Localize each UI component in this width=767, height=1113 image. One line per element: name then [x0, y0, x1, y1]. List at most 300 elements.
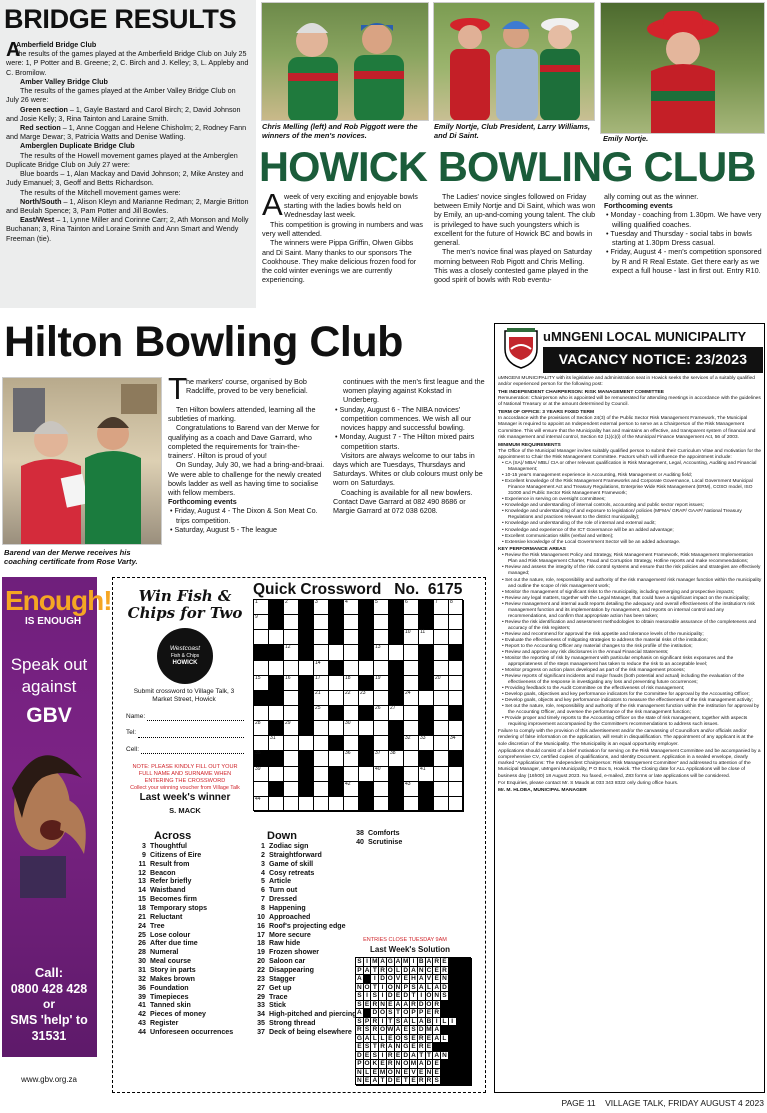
solution-letter: E	[387, 1035, 395, 1044]
grid-cell[interactable]	[314, 645, 329, 660]
grid-cell[interactable]	[254, 600, 269, 615]
cell-number: 22	[345, 689, 351, 696]
cell-number: 24	[405, 689, 411, 696]
clue-text: Dressed	[269, 895, 297, 904]
solution-letter: A	[433, 1035, 441, 1044]
clue-number: 5	[261, 877, 265, 886]
solution-block	[457, 1077, 465, 1086]
solution-block	[449, 1052, 457, 1061]
tel-field[interactable]	[138, 729, 244, 737]
solution-block	[464, 992, 472, 1001]
grid-cell[interactable]	[434, 676, 449, 691]
grid-cell[interactable]	[344, 661, 359, 676]
solution-letter: E	[402, 975, 410, 984]
grid-cell[interactable]	[269, 630, 284, 645]
solution-letter: R	[418, 1077, 426, 1086]
solution-letter: L	[371, 1035, 379, 1044]
grid-block	[419, 661, 434, 676]
grid-cell[interactable]	[389, 751, 404, 766]
clue-text: Numeral	[150, 948, 179, 957]
solution-letter: D	[371, 1009, 379, 1018]
clue-item	[132, 948, 250, 957]
grid-cell[interactable]	[404, 615, 419, 630]
solution-block	[464, 1035, 472, 1044]
grid-cell[interactable]	[404, 630, 419, 645]
cell-number: 39	[255, 765, 261, 772]
solution-letter: O	[364, 983, 370, 991]
logo-line-1: Westcoast	[169, 644, 201, 652]
grid-cell[interactable]	[254, 736, 269, 751]
grid-cell[interactable]	[434, 600, 449, 615]
grid-cell[interactable]	[404, 645, 419, 660]
solution-letter: S	[402, 1035, 410, 1044]
grid-cell[interactable]	[449, 736, 464, 751]
solution-block	[457, 1026, 465, 1035]
grid-block	[419, 797, 434, 812]
grid-cell[interactable]	[269, 736, 284, 751]
clue-number: 30	[138, 957, 146, 966]
grid-cell[interactable]	[254, 676, 269, 691]
grid-cell[interactable]	[254, 797, 269, 812]
solution-letter: G	[403, 1043, 409, 1051]
solution-letter: D	[387, 1077, 395, 1086]
grid-block	[389, 661, 404, 676]
grid-cell[interactable]	[434, 691, 449, 706]
grid-cell[interactable]	[404, 676, 419, 691]
vacancy-banner	[543, 347, 763, 373]
grid-cell[interactable]	[434, 751, 449, 766]
grid-cell[interactable]	[434, 797, 449, 812]
grid-cell[interactable]	[344, 600, 359, 615]
grid-cell[interactable]	[269, 767, 284, 782]
grid-cell[interactable]	[404, 706, 419, 721]
grid-cell[interactable]	[434, 721, 449, 736]
solution-block	[464, 1052, 472, 1061]
grid-cell[interactable]	[389, 706, 404, 721]
clue-text: Stagger	[269, 974, 296, 983]
grid-cell[interactable]	[314, 630, 329, 645]
grid-cell[interactable]	[314, 676, 329, 691]
cell-number: 5	[375, 599, 378, 605]
grid-block	[299, 676, 314, 691]
grid-cell[interactable]	[329, 751, 344, 766]
grid-cell[interactable]	[269, 661, 284, 676]
clue-number: 34	[257, 1010, 265, 1019]
grid-cell[interactable]	[404, 600, 419, 615]
solution-letter: A	[402, 1018, 410, 1027]
solution-letter: A	[395, 1001, 403, 1010]
solution-letter: E	[395, 1077, 403, 1086]
grid-cell[interactable]	[314, 661, 329, 676]
grid-cell[interactable]	[284, 615, 299, 630]
grid-cell[interactable]	[434, 767, 449, 782]
clue-number: 25	[138, 930, 146, 939]
grid-cell[interactable]	[404, 782, 419, 797]
clue-text: Get up	[269, 983, 292, 992]
solution-letter: E	[433, 967, 441, 976]
grid-cell[interactable]	[314, 615, 329, 630]
clue-number: 19	[257, 948, 265, 957]
crossword-note: NOTE: PLEASE KINDLY FILL OUT YOUR FULL NAME AND SURNAME WHEN ENTERING THE CROSSWORD	[132, 764, 238, 784]
grid-cell[interactable]	[374, 600, 389, 615]
clue-number: 6	[261, 886, 265, 895]
solution-letter: A	[356, 975, 364, 984]
clue-text: Strong thread	[269, 1019, 316, 1028]
grid-cell[interactable]	[254, 767, 269, 782]
grid-cell[interactable]	[314, 767, 329, 782]
solution-letter: O	[387, 975, 393, 983]
cell-number: 2	[285, 599, 288, 605]
grid-cell[interactable]	[344, 691, 359, 706]
clue-item	[251, 1019, 361, 1028]
grid-block	[389, 736, 404, 751]
across-clues	[132, 842, 250, 1037]
solution-letter: S	[371, 1052, 379, 1061]
gbv-phone[interactable]: 0800 428 428	[10, 982, 88, 996]
solution-block	[449, 967, 457, 976]
grid-cell[interactable]	[434, 645, 449, 660]
grid-cell[interactable]	[299, 736, 314, 751]
grid-cell[interactable]	[374, 797, 389, 812]
clue-text: Zodiac sign	[269, 842, 309, 850]
name-field[interactable]	[147, 713, 244, 721]
grid-cell[interactable]	[449, 721, 464, 736]
grid-cell[interactable]	[449, 767, 464, 782]
grid-cell[interactable]	[404, 691, 419, 706]
clue-number: 12	[138, 868, 146, 877]
clue-number: 24	[138, 921, 146, 930]
grid-cell[interactable]	[284, 751, 299, 766]
grid-cell[interactable]	[284, 721, 299, 736]
clue-item	[132, 922, 250, 931]
grid-cell[interactable]	[419, 630, 434, 645]
clue-text: Trace	[269, 992, 288, 1001]
grid-cell[interactable]	[374, 706, 389, 721]
solution-block	[464, 1018, 472, 1027]
clue-number: 43	[138, 1019, 146, 1028]
grid-cell[interactable]	[269, 706, 284, 721]
grid-cell[interactable]	[404, 767, 419, 782]
grid-cell[interactable]	[329, 721, 344, 736]
solution-block	[457, 967, 465, 976]
grid-cell[interactable]	[419, 767, 434, 782]
solution-letter: R	[387, 1060, 395, 1069]
solution-letter: O	[403, 1009, 409, 1017]
solution-letter: D	[426, 1060, 434, 1069]
grid-cell[interactable]	[404, 661, 419, 676]
grid-cell[interactable]	[254, 661, 269, 676]
grid-block	[449, 645, 464, 660]
grid-cell[interactable]	[314, 751, 329, 766]
grid-cell[interactable]	[374, 751, 389, 766]
clue-text: Pieces of money	[150, 1010, 206, 1019]
grid-cell[interactable]	[344, 797, 359, 812]
clue-text: Deck of being elsewhere	[269, 1028, 352, 1037]
solution-block	[441, 1069, 449, 1078]
cell-number: 41	[420, 765, 426, 772]
grid-cell[interactable]	[404, 721, 419, 736]
last-week-winner-name: S. MACK	[169, 806, 201, 815]
solution-letter: L	[426, 984, 434, 993]
clue-item	[251, 966, 361, 975]
cell-number: 37	[375, 750, 381, 757]
solution-block	[464, 1009, 472, 1018]
solution-letter: P	[410, 1009, 418, 1018]
grid-cell[interactable]	[344, 630, 359, 645]
grid-cell[interactable]	[404, 736, 419, 751]
grid-cell[interactable]	[284, 645, 299, 660]
solution-block	[449, 1077, 457, 1086]
cell-number: 8	[450, 599, 453, 605]
grid-cell[interactable]	[329, 645, 344, 660]
grid-cell[interactable]	[254, 630, 269, 645]
vacancy-notice: VACANCY NOTICE: 23/2023	[558, 351, 748, 368]
cell-number: 18	[345, 674, 351, 681]
grid-block	[419, 721, 434, 736]
solution-letter: A	[387, 1043, 395, 1052]
clue-item	[132, 869, 250, 878]
grid-cell[interactable]	[314, 797, 329, 812]
grid-cell[interactable]	[449, 630, 464, 645]
grid-cell[interactable]	[344, 676, 359, 691]
clue-item	[132, 931, 250, 940]
solution-block	[464, 1001, 472, 1010]
grid-cell[interactable]	[344, 706, 359, 721]
solution-letter: S	[395, 1018, 403, 1027]
clue-number: 26	[138, 939, 146, 948]
solution-block	[449, 992, 457, 1001]
grid-block	[389, 630, 404, 645]
grid-block	[299, 706, 314, 721]
grid-cell[interactable]	[254, 706, 269, 721]
grid-cell[interactable]	[344, 751, 359, 766]
grid-block	[299, 615, 314, 630]
grid-cell[interactable]	[374, 630, 389, 645]
solution-letter: E	[441, 958, 449, 967]
grid-cell[interactable]	[284, 691, 299, 706]
clue-item	[132, 842, 250, 851]
grid-block	[419, 782, 434, 797]
solution-letter: B	[426, 1018, 434, 1027]
clue-text: Register	[150, 1019, 179, 1028]
grid-block	[389, 782, 404, 797]
grid-block	[359, 751, 374, 766]
solution-block	[449, 1060, 457, 1069]
grid-cell[interactable]	[314, 782, 329, 797]
grid-cell[interactable]	[284, 661, 299, 676]
solution-letter: D	[402, 967, 410, 976]
cell-label: Cell:	[126, 745, 140, 753]
grid-cell[interactable]	[449, 615, 464, 630]
grid-block	[299, 630, 314, 645]
grid-cell[interactable]	[389, 645, 404, 660]
grid-cell[interactable]	[344, 645, 359, 660]
solution-block	[449, 1026, 457, 1035]
grid-cell[interactable]	[329, 797, 344, 812]
grid-cell[interactable]	[359, 661, 374, 676]
solution-block	[449, 1043, 457, 1052]
solution-block	[464, 984, 472, 993]
clue-item	[251, 922, 361, 931]
fish-chips-logo	[157, 628, 213, 684]
grid-cell[interactable]	[329, 676, 344, 691]
clue-item	[251, 895, 361, 904]
solution-letter: M	[403, 958, 409, 965]
cell-number: 20	[435, 674, 441, 681]
grid-cell[interactable]	[254, 782, 269, 797]
grid-cell[interactable]	[434, 706, 449, 721]
caption-hilton: Barend van der Merwe receives his coaching certificate from Rose Varty.	[4, 548, 138, 567]
solution-letter: E	[364, 1052, 372, 1061]
crossword-grid[interactable]	[253, 599, 463, 811]
solution-block	[464, 975, 472, 984]
solution-block	[457, 984, 465, 993]
solution-letter: S	[364, 1026, 372, 1035]
solution-letter: S	[410, 1026, 418, 1035]
cell-number: 32	[405, 735, 411, 742]
cell-number: 15	[255, 674, 261, 681]
solution-letter: N	[379, 1001, 387, 1010]
grid-cell[interactable]	[374, 691, 389, 706]
grid-cell[interactable]	[299, 661, 314, 676]
grid-cell[interactable]	[449, 676, 464, 691]
grid-cell[interactable]	[449, 661, 464, 676]
grid-cell[interactable]	[404, 751, 419, 766]
grid-cell[interactable]	[404, 797, 419, 812]
solution-letter: W	[387, 1026, 394, 1034]
clue-item	[251, 957, 361, 966]
grid-block	[269, 676, 284, 691]
solution-block	[449, 975, 457, 984]
last-week-winner-label: Last week's winner	[139, 792, 231, 803]
grid-cell[interactable]	[449, 797, 464, 812]
grid-cell[interactable]	[284, 782, 299, 797]
grid-cell[interactable]	[344, 767, 359, 782]
grid-cell[interactable]	[359, 767, 374, 782]
cell-number: 9	[255, 614, 258, 621]
solution-letter: E	[418, 1069, 426, 1078]
grid-cell[interactable]	[449, 691, 464, 706]
solution-letter: T	[418, 1052, 426, 1061]
solution-letter: S	[356, 1001, 364, 1010]
gbv-logo-sub: IS ENOUGH	[25, 616, 82, 627]
grid-cell[interactable]	[374, 782, 389, 797]
clue-text: Turn out	[269, 886, 298, 895]
grid-cell[interactable]	[314, 721, 329, 736]
clue-number: 39	[138, 992, 146, 1001]
grid-cell[interactable]	[329, 691, 344, 706]
grid-cell[interactable]	[419, 736, 434, 751]
solution-letter: D	[441, 984, 449, 993]
grid-block	[269, 600, 284, 615]
grid-cell[interactable]	[344, 615, 359, 630]
grid-cell[interactable]	[434, 736, 449, 751]
grid-cell[interactable]	[314, 600, 329, 615]
grid-cell[interactable]	[434, 661, 449, 676]
clue-number: 2	[261, 850, 265, 859]
solution-block	[457, 1018, 465, 1027]
solution-letter: O	[403, 1060, 409, 1068]
clue-number: 22	[257, 966, 265, 975]
grid-cell[interactable]	[344, 721, 359, 736]
crossword-title: Quick Crossword No. 6175	[253, 581, 463, 598]
solution-block	[441, 1043, 449, 1052]
grid-cell[interactable]	[284, 797, 299, 812]
grid-cell[interactable]	[434, 615, 449, 630]
grid-cell[interactable]	[284, 600, 299, 615]
cell-number: 43	[405, 780, 411, 787]
grid-block	[269, 645, 284, 660]
grid-cell[interactable]	[374, 661, 389, 676]
grid-cell[interactable]	[374, 767, 389, 782]
solution-letter: I	[418, 992, 426, 1001]
clue-item	[132, 957, 250, 966]
clue-number: 28	[138, 948, 146, 957]
solution-letter: A	[371, 1077, 379, 1086]
grid-cell[interactable]	[374, 676, 389, 691]
clue-number: 21	[138, 912, 146, 921]
gbv-url[interactable]: www.gbv.org.za	[21, 1075, 77, 1084]
grid-cell[interactable]	[374, 736, 389, 751]
municipality-crest-icon	[501, 327, 541, 369]
grid-block	[359, 797, 374, 812]
grid-cell[interactable]	[254, 721, 269, 736]
hilton-col-2: continues with the men's first league and the women playing against Kokstad in Underberg. • Sunday, August 6 - The NIBA novices' competition commences. We wish all our novices happy and successful bowling. • Monday, August 7 - The Hilton mixed pairs competition starts. Visitors are always welcome to our tabs in days which are Tuesdays, Thursdays and Saturdays. Whites or club colours must only be worn on Saturdays. Coaching is available for all new bowlers. Contact Dave Garrard at 082 490 8686 or Margie Garrard at 072 038 6208.	[333, 377, 489, 515]
clue-item	[132, 904, 250, 913]
grid-cell[interactable]	[359, 691, 374, 706]
grid-cell[interactable]	[284, 767, 299, 782]
solution-letter: O	[380, 1009, 386, 1017]
grid-cell[interactable]	[434, 630, 449, 645]
grid-cell[interactable]	[269, 797, 284, 812]
clue-number: 16	[257, 921, 265, 930]
grid-cell[interactable]	[314, 706, 329, 721]
grid-cell[interactable]	[284, 630, 299, 645]
grid-cell[interactable]	[254, 615, 269, 630]
solution-block	[457, 1069, 465, 1078]
cell-field[interactable]	[141, 746, 244, 754]
cell-number: 30	[345, 720, 351, 727]
grid-block	[329, 736, 344, 751]
grid-cell[interactable]	[449, 600, 464, 615]
clue-text: More secure	[269, 930, 311, 939]
clue-item	[132, 860, 250, 869]
grid-cell[interactable]	[284, 706, 299, 721]
clue-number: 9	[142, 850, 146, 859]
grid-cell[interactable]	[284, 736, 299, 751]
clue-number: 8	[261, 904, 265, 913]
grid-cell[interactable]	[299, 797, 314, 812]
solution-letter: A	[402, 1001, 410, 1010]
grid-cell[interactable]	[359, 721, 374, 736]
grid-block	[254, 645, 269, 660]
grid-cell[interactable]	[284, 676, 299, 691]
grid-cell[interactable]	[449, 782, 464, 797]
grid-cell[interactable]	[314, 691, 329, 706]
grid-cell[interactable]	[314, 736, 329, 751]
grid-cell[interactable]	[419, 691, 434, 706]
grid-cell[interactable]	[374, 645, 389, 660]
clue-text: Article	[269, 877, 292, 886]
grid-cell[interactable]	[374, 615, 389, 630]
grid-cell[interactable]	[434, 782, 449, 797]
grid-cell[interactable]	[344, 736, 359, 751]
cell-number: 35	[255, 750, 261, 757]
clue-text: Straightforward	[269, 850, 322, 859]
hilton-drop-cap: T	[168, 371, 187, 406]
grid-cell[interactable]	[374, 721, 389, 736]
grid-cell[interactable]	[344, 782, 359, 797]
